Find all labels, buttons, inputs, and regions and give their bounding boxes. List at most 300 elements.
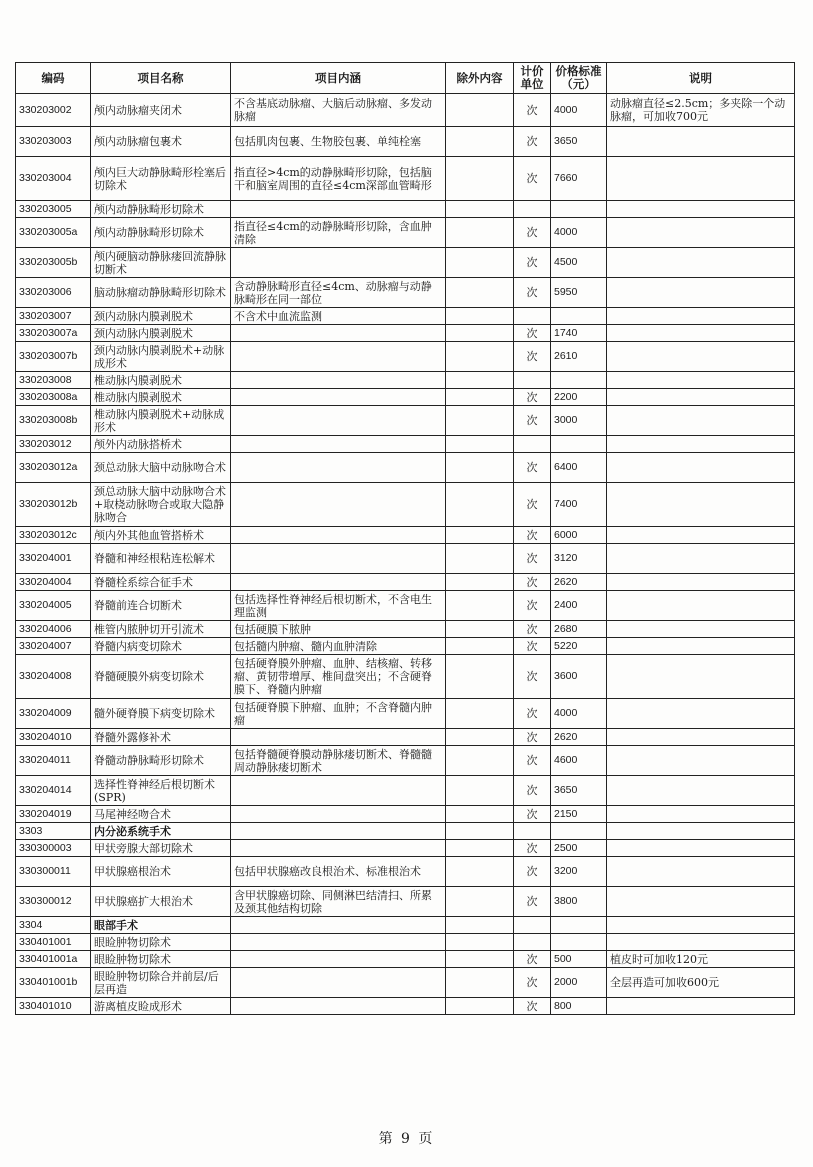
table-cell-price: 4000 xyxy=(551,699,607,729)
table-cell-content xyxy=(231,201,446,218)
table-cell-note xyxy=(607,917,795,934)
table-cell-excluded xyxy=(446,218,514,248)
table-cell-code: 3304 xyxy=(16,917,91,934)
table-cell-code: 330203007a xyxy=(16,325,91,342)
table-cell-name: 马尾神经吻合术 xyxy=(91,806,231,823)
table-cell-content: 含动静脉畸形直径≤4cm、动脉瘤与动静脉畸形在同一部位 xyxy=(231,278,446,308)
table-cell-name: 椎管内脓肿切开引流术 xyxy=(91,621,231,638)
table-cell-content: 不含基底动脉瘤、大脑后动脉瘤、多发动脉瘤 xyxy=(231,94,446,127)
table-cell-name: 脊髓外露修补术 xyxy=(91,729,231,746)
table-cell-excluded xyxy=(446,201,514,218)
table-row xyxy=(16,729,795,746)
table-cell-unit: 次 xyxy=(514,248,551,278)
table-cell-code: 330401001a xyxy=(16,951,91,968)
table-cell-price: 3120 xyxy=(551,544,607,574)
table-cell-note xyxy=(607,746,795,776)
table-row xyxy=(16,527,795,544)
table-cell-unit: 次 xyxy=(514,127,551,157)
table-cell-unit: 次 xyxy=(514,951,551,968)
table-cell-price: 3800 xyxy=(551,887,607,917)
table-cell-note xyxy=(607,621,795,638)
table-cell-content: 含甲状腺癌切除、同侧淋巴结清扫、所累及颈其他结构切除 xyxy=(231,887,446,917)
table-cell-content xyxy=(231,951,446,968)
table-cell-price: 3200 xyxy=(551,857,607,887)
table-cell-excluded xyxy=(446,951,514,968)
table-cell-unit: 次 xyxy=(514,638,551,655)
table-cell-code: 330204011 xyxy=(16,746,91,776)
table-cell-note xyxy=(607,127,795,157)
table-cell-code: 330401010 xyxy=(16,998,91,1015)
table-cell-note xyxy=(607,699,795,729)
header-name: 项目名称 xyxy=(91,63,231,94)
table-cell-excluded xyxy=(446,655,514,699)
table-cell-content xyxy=(231,840,446,857)
table-row xyxy=(16,436,795,453)
table-cell-code: 330204005 xyxy=(16,591,91,621)
table-cell-code: 330203005 xyxy=(16,201,91,218)
table-cell-content: 包括肌肉包裹、生物胶包裹、单纯栓塞 xyxy=(231,127,446,157)
table-cell-excluded xyxy=(446,823,514,840)
table-cell-name: 脊髓硬膜外病变切除术 xyxy=(91,655,231,699)
table-row xyxy=(16,776,795,806)
table-cell-price: 2500 xyxy=(551,840,607,857)
table-cell-unit: 次 xyxy=(514,406,551,436)
table-cell-content xyxy=(231,806,446,823)
header-note: 说明 xyxy=(607,63,795,94)
table-row xyxy=(16,157,795,201)
table-cell-note xyxy=(607,483,795,527)
table-cell-code: 330203005a xyxy=(16,218,91,248)
table-cell-name: 颅内巨大动静脉畸形栓塞后切除术 xyxy=(91,157,231,201)
table-cell-content xyxy=(231,453,446,483)
table-cell-name: 甲状腺癌根治术 xyxy=(91,857,231,887)
table-cell-excluded xyxy=(446,699,514,729)
table-row xyxy=(16,887,795,917)
table-cell-excluded xyxy=(446,998,514,1015)
table-cell-name: 颅内动脉瘤夹闭术 xyxy=(91,94,231,127)
table-cell-code: 330300003 xyxy=(16,840,91,857)
table-cell-code: 330204001 xyxy=(16,544,91,574)
table-cell-unit: 次 xyxy=(514,776,551,806)
table-row xyxy=(16,248,795,278)
table-cell-unit: 次 xyxy=(514,621,551,638)
table-cell-note xyxy=(607,840,795,857)
table-cell-note xyxy=(607,436,795,453)
table-cell-price xyxy=(551,201,607,218)
table-cell-code: 330203008a xyxy=(16,389,91,406)
table-cell-note xyxy=(607,729,795,746)
table-cell-name: 椎动脉内膜剥脱术 xyxy=(91,372,231,389)
table-cell-code: 330204010 xyxy=(16,729,91,746)
table-cell-code: 330203012b xyxy=(16,483,91,527)
table-cell-code: 330203012a xyxy=(16,453,91,483)
table-cell-unit: 次 xyxy=(514,527,551,544)
table-cell-unit: 次 xyxy=(514,389,551,406)
table-cell-content xyxy=(231,342,446,372)
table-cell-unit: 次 xyxy=(514,729,551,746)
table-cell-unit: 次 xyxy=(514,325,551,342)
table-cell-name: 颈内动脉内膜剥脱术 xyxy=(91,308,231,325)
table-cell-code: 330203006 xyxy=(16,278,91,308)
table-cell-excluded xyxy=(446,746,514,776)
table-cell-note xyxy=(607,857,795,887)
table-cell-content xyxy=(231,998,446,1015)
table-cell-unit: 次 xyxy=(514,591,551,621)
table-cell-excluded xyxy=(446,544,514,574)
page-number: 第 9 页 xyxy=(378,1131,435,1147)
table-cell-unit: 次 xyxy=(514,840,551,857)
table-cell-note xyxy=(607,823,795,840)
table-cell-price: 4000 xyxy=(551,94,607,127)
table-cell-name: 脑动脉瘤动静脉畸形切除术 xyxy=(91,278,231,308)
table-row xyxy=(16,544,795,574)
table-cell-note xyxy=(607,201,795,218)
table-cell-excluded xyxy=(446,968,514,998)
table-row xyxy=(16,699,795,729)
table-cell-price: 500 xyxy=(551,951,607,968)
table-cell-excluded xyxy=(446,917,514,934)
header-unit: 计价 单位 xyxy=(514,63,551,94)
table-cell-unit: 次 xyxy=(514,806,551,823)
table-cell-content xyxy=(231,527,446,544)
table-cell-note xyxy=(607,527,795,544)
table-cell-name: 椎动脉内膜剥脱术+动脉成形术 xyxy=(91,406,231,436)
table-row xyxy=(16,638,795,655)
table-cell-name: 颅内硬脑动静脉瘘回流静脉切断术 xyxy=(91,248,231,278)
table-cell-name: 颅外内动脉搭桥术 xyxy=(91,436,231,453)
table-cell-name: 颈总动脉大脑中动脉吻合术+取桡动脉吻合或取大隐静脉吻合 xyxy=(91,483,231,527)
table-cell-price: 4500 xyxy=(551,248,607,278)
table-cell-code: 330204008 xyxy=(16,655,91,699)
table-cell-price: 5220 xyxy=(551,638,607,655)
table-cell-price: 2620 xyxy=(551,729,607,746)
table-cell-code: 330203003 xyxy=(16,127,91,157)
table-cell-code: 330204014 xyxy=(16,776,91,806)
table-row xyxy=(16,453,795,483)
table-cell-name: 颅内动静脉畸形切除术 xyxy=(91,201,231,218)
table-cell-name: 甲状旁腺大部切除术 xyxy=(91,840,231,857)
table-cell-excluded xyxy=(446,436,514,453)
table-cell-name: 甲状腺癌扩大根治术 xyxy=(91,887,231,917)
table-cell-price: 2200 xyxy=(551,389,607,406)
table-cell-unit xyxy=(514,308,551,325)
header-content: 项目内涵 xyxy=(231,63,446,94)
table-row xyxy=(16,998,795,1015)
table-cell-code: 330203008b xyxy=(16,406,91,436)
table-cell-price: 7400 xyxy=(551,483,607,527)
table-cell-unit: 次 xyxy=(514,968,551,998)
table-cell-unit xyxy=(514,436,551,453)
table-cell-excluded xyxy=(446,729,514,746)
table-cell-content: 包括选择性脊神经后根切断术，不含电生理监测 xyxy=(231,591,446,621)
table-cell-content xyxy=(231,483,446,527)
table-row xyxy=(16,857,795,887)
table-cell-excluded xyxy=(446,342,514,372)
table-cell-note xyxy=(607,591,795,621)
table-cell-content: 不含术中血流监测 xyxy=(231,308,446,325)
table-cell-excluded xyxy=(446,806,514,823)
table-cell-content: 指直径>4cm的动静脉畸形切除，包括脑干和脑室周围的直径≤4cm深部血管畸形 xyxy=(231,157,446,201)
table-cell-content xyxy=(231,436,446,453)
table-cell-unit xyxy=(514,934,551,951)
table-row xyxy=(16,574,795,591)
table-row xyxy=(16,483,795,527)
table-cell-name: 颅内动静脉畸形切除术 xyxy=(91,218,231,248)
table-cell-price xyxy=(551,308,607,325)
table-cell-code: 330203002 xyxy=(16,94,91,127)
table-cell-unit: 次 xyxy=(514,453,551,483)
table-row xyxy=(16,951,795,968)
table-cell-excluded xyxy=(446,934,514,951)
table-cell-excluded xyxy=(446,638,514,655)
table-cell-content xyxy=(231,968,446,998)
table-cell-note xyxy=(607,655,795,699)
table-row xyxy=(16,325,795,342)
table-cell-unit: 次 xyxy=(514,746,551,776)
table-cell-excluded xyxy=(446,483,514,527)
table-cell-content xyxy=(231,544,446,574)
table-cell-unit: 次 xyxy=(514,574,551,591)
table-cell-note xyxy=(607,372,795,389)
table-row xyxy=(16,746,795,776)
table-cell-excluded xyxy=(446,278,514,308)
table-cell-code: 330401001 xyxy=(16,934,91,951)
table-cell-excluded xyxy=(446,574,514,591)
table-cell-content xyxy=(231,934,446,951)
table-row xyxy=(16,201,795,218)
table-cell-content: 包括脊髓硬脊膜动静脉瘘切断术、脊髓髓周动静脉瘘切断术 xyxy=(231,746,446,776)
table-cell-excluded xyxy=(446,776,514,806)
table-row xyxy=(16,94,795,127)
table-cell-name: 脊髓动静脉畸形切除术 xyxy=(91,746,231,776)
table-cell-price: 6400 xyxy=(551,453,607,483)
table-cell-code: 330204007 xyxy=(16,638,91,655)
table-cell-note xyxy=(607,389,795,406)
table-cell-content xyxy=(231,776,446,806)
table-cell-code: 330203007 xyxy=(16,308,91,325)
table-row xyxy=(16,591,795,621)
table-cell-price xyxy=(551,934,607,951)
header-code: 编码 xyxy=(16,63,91,94)
table-cell-unit: 次 xyxy=(514,998,551,1015)
table-cell-unit: 次 xyxy=(514,278,551,308)
table-row xyxy=(16,218,795,248)
table-cell-name: 脊髓和神经根粘连松解术 xyxy=(91,544,231,574)
table-cell-code: 3303 xyxy=(16,823,91,840)
table-cell-note xyxy=(607,934,795,951)
table-cell-code: 330203004 xyxy=(16,157,91,201)
table-cell-name: 游离植皮睑成形术 xyxy=(91,998,231,1015)
table-cell-content xyxy=(231,406,446,436)
table-cell-code: 330203012 xyxy=(16,436,91,453)
table-cell-price: 7660 xyxy=(551,157,607,201)
table-row xyxy=(16,372,795,389)
table-cell-price: 5950 xyxy=(551,278,607,308)
table-cell-name: 选择性脊神经后根切断术(SPR) xyxy=(91,776,231,806)
table-header-row xyxy=(16,63,795,94)
table-cell-name: 颈总动脉大脑中动脉吻合术 xyxy=(91,453,231,483)
table-cell-name: 脊髓内病变切除术 xyxy=(91,638,231,655)
table-cell-name: 眼部手术 xyxy=(91,917,231,934)
table-cell-code: 330203005b xyxy=(16,248,91,278)
table-row xyxy=(16,934,795,951)
table-cell-content: 包括硬膜下脓肿 xyxy=(231,621,446,638)
table-cell-price: 1740 xyxy=(551,325,607,342)
table-cell-note xyxy=(607,998,795,1015)
table-cell-unit xyxy=(514,917,551,934)
table-cell-excluded xyxy=(446,453,514,483)
header-excluded: 除外内容 xyxy=(446,63,514,94)
table-cell-excluded xyxy=(446,527,514,544)
table-cell-price: 3650 xyxy=(551,127,607,157)
table-cell-unit: 次 xyxy=(514,218,551,248)
table-cell-price: 2150 xyxy=(551,806,607,823)
table-cell-note xyxy=(607,453,795,483)
table-cell-unit xyxy=(514,823,551,840)
table-cell-excluded xyxy=(446,127,514,157)
table-cell-code: 330204019 xyxy=(16,806,91,823)
table-cell-note xyxy=(607,887,795,917)
table-cell-note xyxy=(607,638,795,655)
table-cell-note: 动脉瘤直径≤2.5cm；多夹除一个动脉瘤，可加收700元 xyxy=(607,94,795,127)
table-cell-price xyxy=(551,372,607,389)
table-cell-price: 800 xyxy=(551,998,607,1015)
table-cell-unit: 次 xyxy=(514,857,551,887)
table-cell-content xyxy=(231,325,446,342)
table-cell-price: 2000 xyxy=(551,968,607,998)
table-cell-unit xyxy=(514,201,551,218)
table-cell-code: 330203008 xyxy=(16,372,91,389)
section-row xyxy=(16,917,795,934)
table-cell-price: 2680 xyxy=(551,621,607,638)
table-cell-price: 3650 xyxy=(551,776,607,806)
table-row xyxy=(16,655,795,699)
table-cell-excluded xyxy=(446,591,514,621)
header-price: 价格标准 （元） xyxy=(551,63,607,94)
table-cell-excluded xyxy=(446,406,514,436)
table-cell-note xyxy=(607,218,795,248)
table-row xyxy=(16,389,795,406)
table-cell-content xyxy=(231,574,446,591)
table-cell-content xyxy=(231,389,446,406)
table-cell-note xyxy=(607,406,795,436)
table-cell-unit: 次 xyxy=(514,887,551,917)
table-body xyxy=(16,94,795,1015)
table-cell-name: 椎动脉内膜剥脱术 xyxy=(91,389,231,406)
table-cell-price: 6000 xyxy=(551,527,607,544)
table-cell-name: 颈内动脉内膜剥脱术 xyxy=(91,325,231,342)
table-cell-note xyxy=(607,325,795,342)
table-cell-name: 眼睑肿物切除术 xyxy=(91,951,231,968)
table-cell-unit: 次 xyxy=(514,483,551,527)
table-cell-unit xyxy=(514,372,551,389)
table-cell-name: 眼睑肿物切除合并前层/后层再造 xyxy=(91,968,231,998)
table-cell-excluded xyxy=(446,389,514,406)
table-cell-excluded xyxy=(446,840,514,857)
table-cell-excluded xyxy=(446,372,514,389)
table-cell-code: 330401001b xyxy=(16,968,91,998)
table-cell-note xyxy=(607,278,795,308)
table-cell-name: 眼睑肿物切除术 xyxy=(91,934,231,951)
table-cell-note xyxy=(607,248,795,278)
table-cell-unit: 次 xyxy=(514,342,551,372)
table-cell-note xyxy=(607,157,795,201)
table-cell-price xyxy=(551,823,607,840)
table-cell-unit: 次 xyxy=(514,699,551,729)
table-cell-price: 2620 xyxy=(551,574,607,591)
table-cell-code: 330204004 xyxy=(16,574,91,591)
table-cell-price: 2610 xyxy=(551,342,607,372)
table-cell-note: 全层再造可加收600元 xyxy=(607,968,795,998)
table-cell-content xyxy=(231,917,446,934)
table-row xyxy=(16,968,795,998)
table-cell-name: 髓外硬脊膜下病变切除术 xyxy=(91,699,231,729)
section-row xyxy=(16,823,795,840)
table-cell-content: 包括硬脊膜外肿瘤、血肿、结核瘤、转移瘤、黄韧带增厚、椎间盘突出；不含硬脊膜下、脊髓内肿瘤 xyxy=(231,655,446,699)
table-cell-code: 330204006 xyxy=(16,621,91,638)
table-cell-code: 330203007b xyxy=(16,342,91,372)
table-cell-price: 4600 xyxy=(551,746,607,776)
table-cell-excluded xyxy=(446,308,514,325)
table-cell-price: 3000 xyxy=(551,406,607,436)
table-cell-name: 脊髓前连合切断术 xyxy=(91,591,231,621)
price-table xyxy=(15,62,795,1015)
table-cell-note xyxy=(607,342,795,372)
table-row xyxy=(16,806,795,823)
table-cell-content xyxy=(231,729,446,746)
table-cell-content: 包括硬脊膜下肿瘤、血肿；不含脊髓内肿瘤 xyxy=(231,699,446,729)
table-cell-unit: 次 xyxy=(514,544,551,574)
table-cell-note xyxy=(607,776,795,806)
table-row xyxy=(16,278,795,308)
table-cell-excluded xyxy=(446,621,514,638)
table-cell-content xyxy=(231,372,446,389)
table-cell-unit: 次 xyxy=(514,157,551,201)
table-cell-note xyxy=(607,544,795,574)
table-cell-note xyxy=(607,574,795,591)
table-cell-content xyxy=(231,248,446,278)
table-cell-excluded xyxy=(446,325,514,342)
table-cell-excluded xyxy=(446,857,514,887)
table-cell-name: 脊髓栓系综合征手术 xyxy=(91,574,231,591)
table-cell-name: 颅内动脉瘤包裹术 xyxy=(91,127,231,157)
table-cell-code: 330204009 xyxy=(16,699,91,729)
table-cell-content: 指直径≤4cm的动静脉畸形切除，含血肿清除 xyxy=(231,218,446,248)
table-cell-excluded xyxy=(446,157,514,201)
table-cell-excluded xyxy=(446,248,514,278)
table-cell-price: 3600 xyxy=(551,655,607,699)
table-cell-code: 330300011 xyxy=(16,857,91,887)
table-cell-unit: 次 xyxy=(514,655,551,699)
table-cell-note xyxy=(607,308,795,325)
table-cell-price: 2400 xyxy=(551,591,607,621)
table-cell-note: 植皮时可加收120元 xyxy=(607,951,795,968)
table-cell-code: 330300012 xyxy=(16,887,91,917)
table-cell-name: 内分泌系统手术 xyxy=(91,823,231,840)
table-cell-name: 颈内动脉内膜剥脱术+动脉成形术 xyxy=(91,342,231,372)
table-cell-code: 330203012c xyxy=(16,527,91,544)
table-cell-name: 颅内外其他血管搭桥术 xyxy=(91,527,231,544)
table-cell-price xyxy=(551,436,607,453)
table-row xyxy=(16,406,795,436)
table-cell-content: 包括髓内肿瘤、髓内血肿清除 xyxy=(231,638,446,655)
table-cell-note xyxy=(607,806,795,823)
table-cell-excluded xyxy=(446,94,514,127)
table-cell-content: 包括甲状腺癌改良根治术、标准根治术 xyxy=(231,857,446,887)
table-row xyxy=(16,621,795,638)
table-cell-price: 4000 xyxy=(551,218,607,248)
table-row xyxy=(16,840,795,857)
